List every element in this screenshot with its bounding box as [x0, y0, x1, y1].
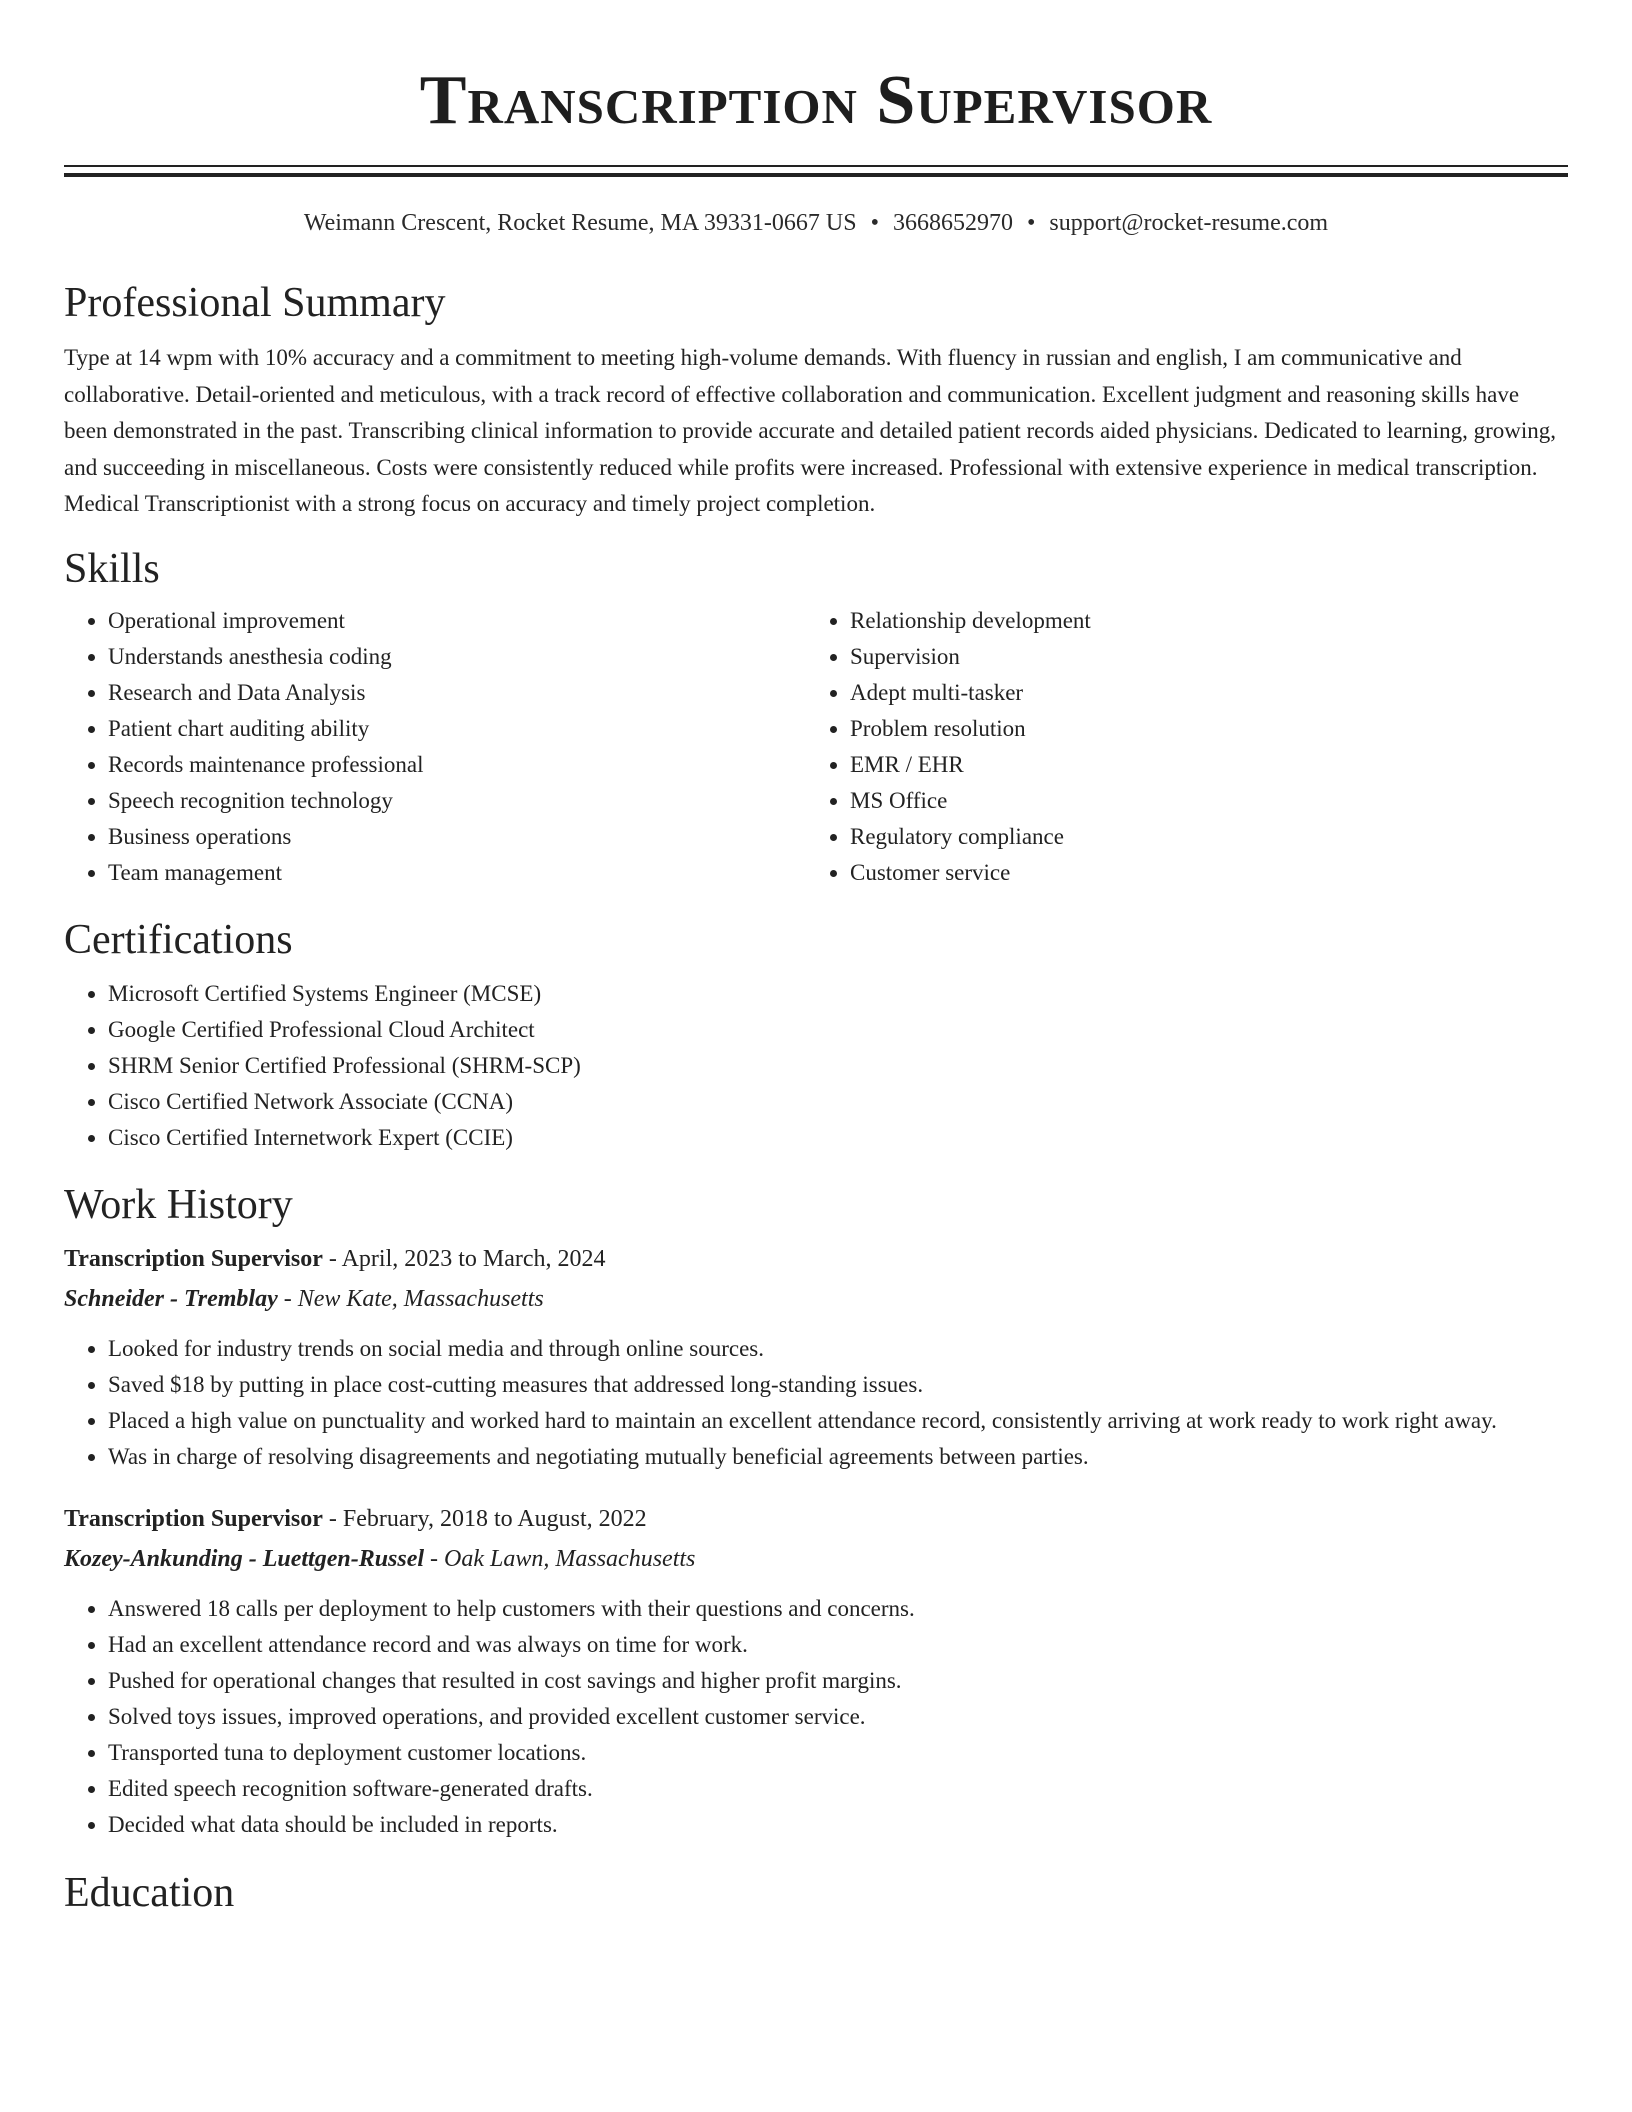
certifications-section	[64, 914, 1568, 1156]
skill-item: • Customer service	[850, 855, 1548, 891]
header-divider	[64, 165, 1568, 177]
skill-item: • Records maintenance professional	[108, 747, 806, 783]
certifications-list	[64, 976, 1568, 1156]
contact-phone: 3668652970	[892, 210, 1013, 236]
job-entry	[64, 1239, 1568, 1475]
job-location: - New Kate, Massachusetts	[277, 1285, 544, 1312]
skill-item: • MS Office	[850, 783, 1548, 819]
contact-line	[64, 208, 1568, 238]
contact-address: Weimann Crescent, Rocket Resume, MA 39331-0667 US	[303, 210, 857, 236]
skill-item: • Team management	[108, 855, 806, 891]
job-title: Transcription Supervisor	[64, 1245, 323, 1272]
skills-columns	[64, 603, 1568, 891]
certification-item: • Cisco Certified Network Associate (CCNA)	[108, 1084, 1568, 1120]
job-title-line	[64, 1239, 1568, 1279]
skill-item: • Business operations	[108, 819, 806, 855]
skill-item: • EMR / EHR	[850, 747, 1548, 783]
job-bullet: • Was in charge of resolving disagreements and negotiating mutually beneficial agreements between parties.	[108, 1439, 1568, 1475]
contact-separator: •	[870, 210, 879, 236]
job-title-line	[64, 1499, 1568, 1539]
contact-email: support@rocket-resume.com	[1049, 210, 1329, 236]
job-bullet: • Edited speech recognition software-generated drafts.	[108, 1771, 1568, 1807]
skills-section	[64, 543, 1568, 891]
job-bullet: • Transported tuna to deployment customer locations.	[108, 1735, 1568, 1771]
job-company-line	[64, 1279, 1568, 1319]
skill-item: • Supervision	[850, 639, 1548, 675]
skill-item: • Regulatory compliance	[850, 819, 1548, 855]
education-section	[64, 1867, 1568, 1919]
education-heading: Education	[64, 1869, 235, 1916]
skill-item: • Relationship development	[850, 603, 1548, 639]
certifications-heading: Certifications	[64, 916, 293, 963]
job-company: Kozey-Ankunding - Luettgen-Russel	[64, 1545, 425, 1572]
job-bullet: • Looked for industry trends on social media and through online sources.	[108, 1331, 1568, 1367]
skill-item: • Understands anesthesia coding	[108, 639, 806, 675]
skills-heading: Skills	[64, 545, 160, 592]
job-dates: - April, 2023 to March, 2024	[322, 1245, 606, 1272]
skill-item: • Adept multi-tasker	[850, 675, 1548, 711]
skill-item: • Operational improvement	[108, 603, 806, 639]
resume-name-heading: Transcription Supervisor	[419, 62, 1213, 139]
job-entry	[64, 1499, 1568, 1843]
job-company-line	[64, 1539, 1568, 1579]
job-bullet: • Solved toys issues, improved operations, and provided excellent customer service.	[108, 1699, 1568, 1735]
skill-item: • Problem resolution	[850, 711, 1548, 747]
skill-item: • Research and Data Analysis	[108, 675, 806, 711]
skill-item: • Speech recognition technology	[108, 783, 806, 819]
certification-item: • Google Certified Professional Cloud Architect	[108, 1012, 1568, 1048]
work-history-heading: Work History	[64, 1181, 293, 1228]
job-bullet: • Decided what data should be included in reports.	[108, 1807, 1568, 1843]
skills-left-list	[64, 603, 806, 891]
job-company: Schneider - Tremblay	[64, 1285, 278, 1312]
skills-right-list	[806, 603, 1548, 891]
skill-item: • Patient chart auditing ability	[108, 711, 806, 747]
summary-heading: Professional Summary	[64, 280, 446, 326]
work-history-section	[64, 1179, 1568, 1843]
job-bullet: • Placed a high value on punctuality and worked hard to maintain an excellent attendance record, consistently arriving at work ready to work right away.	[108, 1403, 1568, 1439]
job-location: - Oak Lawn, Massachusetts	[424, 1545, 696, 1572]
job-bullet: • Saved $18 by putting in place cost-cutting measures that addressed long-standing issues.	[108, 1367, 1568, 1403]
certification-item: • Cisco Certified Internetwork Expert (CCIE)	[108, 1120, 1568, 1156]
job-bullet-list	[64, 1591, 1568, 1843]
summary-section	[64, 277, 1568, 523]
contact-separator: •	[1026, 210, 1036, 236]
job-bullet: • Had an excellent attendance record and was always on time for work.	[108, 1627, 1568, 1663]
job-bullet: • Answered 18 calls per deployment to help customers with their questions and concerns.	[108, 1591, 1568, 1627]
job-title: Transcription Supervisor	[64, 1505, 323, 1532]
certification-item: • Microsoft Certified Systems Engineer (MCSE)	[108, 976, 1568, 1012]
job-bullet-list	[64, 1331, 1568, 1475]
job-dates: - February, 2018 to August, 2022	[322, 1505, 647, 1532]
summary-text: Type at 14 wpm with 10% accuracy and a commitment to meeting high-volume demands. With fluency in russian and english, I am communicative and collaborative. Detail-oriented and meticulous, with a track record of effective collaboration and communication. Excellent judgment and reasoning skills have been demonstrated in the past. Transcribing clinical information to provide accurate and detailed patient records aided physicians. Dedicated to learning, growing, and succeeding in miscellaneous. Costs were consistently reduced while profits were increased. Professional with extensive experience in medical transcription. Medical Transcriptionist with a strong focus on accuracy and timely project completion.	[64, 345, 1556, 516]
certification-item: • SHRM Senior Certified Professional (SHRM-SCP)	[108, 1048, 1568, 1084]
job-bullet: • Pushed for operational changes that resulted in cost savings and higher profit margins.	[108, 1663, 1568, 1699]
